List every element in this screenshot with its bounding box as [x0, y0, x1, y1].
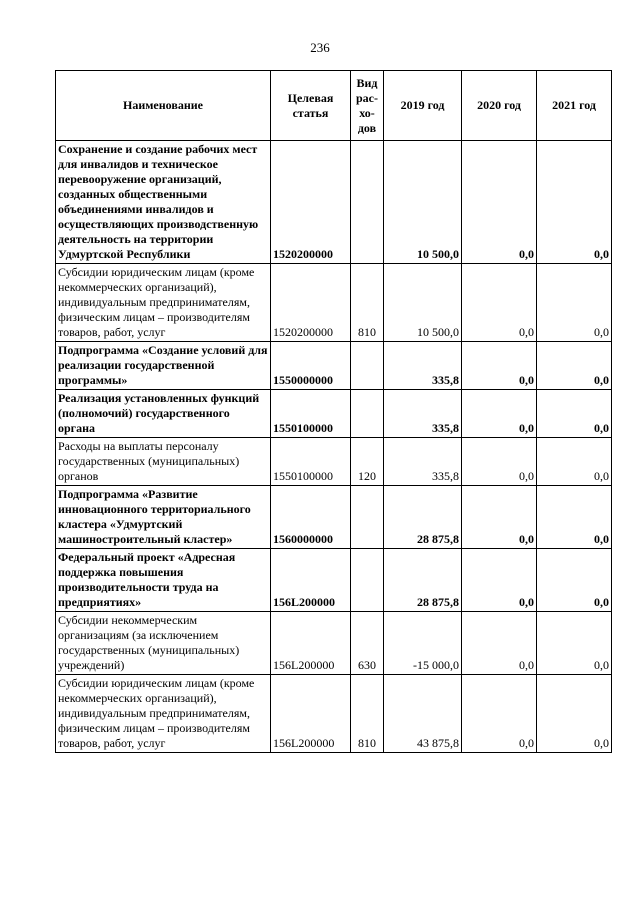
row-name: Субсидии юридическим лицам (кроме некоммерческих организаций), индивидуальным предпринимателям, физическим лицам – производителям товаров, работ, услуг — [56, 264, 271, 342]
row-name: Расходы на выплаты персоналу государственных (муниципальных) органов — [56, 438, 271, 486]
row-2019: 10 500,0 — [384, 264, 462, 342]
row-name: Сохранение и создание рабочих мест для инвалидов и техническое перевооружение организаций, созданных общественными объединениями инвалидов и осуществляющих производственную деятельность на территории Удмуртской Республики — [56, 141, 271, 264]
budget-table — [55, 70, 612, 753]
row-2021: 0,0 — [537, 486, 612, 549]
header-2021: 2021 год — [537, 71, 612, 141]
row-target: 156L200000 — [271, 612, 351, 675]
table-row — [56, 612, 612, 675]
row-2019: 43 875,8 — [384, 675, 462, 753]
row-2019: 10 500,0 — [384, 141, 462, 264]
row-2019: 335,8 — [384, 438, 462, 486]
row-2021: 0,0 — [537, 675, 612, 753]
row-2020: 0,0 — [462, 264, 537, 342]
row-name: Субсидии некоммерческим организациям (за исключением государственных (муниципальных) учреждений) — [56, 612, 271, 675]
row-kind: 810 — [351, 264, 384, 342]
row-target: 156L200000 — [271, 549, 351, 612]
row-name: Субсидии юридическим лицам (кроме некоммерческих организаций), индивидуальным предпринимателям, физическим лицам – производителям товаров, работ, услуг — [56, 675, 271, 753]
row-name: Подпрограмма «Развитие инновационного территориального кластера «Удмуртский машиностроительный кластер» — [56, 486, 271, 549]
page-number: 236 — [310, 40, 330, 55]
header-kind: Вид рас-хо-дов — [351, 71, 384, 141]
row-2020: 0,0 — [462, 342, 537, 390]
row-target: 1550100000 — [271, 390, 351, 438]
row-kind — [351, 549, 384, 612]
row-2019: 335,8 — [384, 390, 462, 438]
table-row — [56, 264, 612, 342]
row-2020: 0,0 — [462, 390, 537, 438]
table-header-row — [56, 71, 612, 141]
row-kind — [351, 390, 384, 438]
table-row — [56, 390, 612, 438]
header-2019: 2019 год — [384, 71, 462, 141]
row-name: Реализация установленных функций (полномочий) государственного органа — [56, 390, 271, 438]
row-2019: 28 875,8 — [384, 549, 462, 612]
table-row — [56, 675, 612, 753]
row-kind — [351, 141, 384, 264]
row-target: 1520200000 — [271, 141, 351, 264]
row-2021: 0,0 — [537, 549, 612, 612]
row-2019: 335,8 — [384, 342, 462, 390]
row-2020: 0,0 — [462, 141, 537, 264]
table-row — [56, 486, 612, 549]
row-2020: 0,0 — [462, 438, 537, 486]
table-row — [56, 342, 612, 390]
row-2020: 0,0 — [462, 675, 537, 753]
row-kind: 810 — [351, 675, 384, 753]
table-row — [56, 141, 612, 264]
row-target: 156L200000 — [271, 675, 351, 753]
row-kind — [351, 342, 384, 390]
table-row — [56, 549, 612, 612]
row-2019: -15 000,0 — [384, 612, 462, 675]
row-2021: 0,0 — [537, 264, 612, 342]
row-2020: 0,0 — [462, 549, 537, 612]
row-2021: 0,0 — [537, 612, 612, 675]
row-kind: 630 — [351, 612, 384, 675]
row-name: Подпрограмма «Создание условий для реализации государственной программы» — [56, 342, 271, 390]
header-target: Целевая статья — [271, 71, 351, 141]
row-name: Федеральный проект «Адресная поддержка повышения производительности труда на предприятиях» — [56, 549, 271, 612]
row-2021: 0,0 — [537, 390, 612, 438]
row-target: 1550100000 — [271, 438, 351, 486]
row-2021: 0,0 — [537, 438, 612, 486]
row-2021: 0,0 — [537, 342, 612, 390]
row-target: 1520200000 — [271, 264, 351, 342]
row-kind — [351, 486, 384, 549]
row-2019: 28 875,8 — [384, 486, 462, 549]
row-target: 1550000000 — [271, 342, 351, 390]
table-row — [56, 438, 612, 486]
row-2021: 0,0 — [537, 141, 612, 264]
header-2020: 2020 год — [462, 71, 537, 141]
row-target: 1560000000 — [271, 486, 351, 549]
row-2020: 0,0 — [462, 486, 537, 549]
header-name: Наименование — [56, 71, 271, 141]
row-2020: 0,0 — [462, 612, 537, 675]
row-kind: 120 — [351, 438, 384, 486]
